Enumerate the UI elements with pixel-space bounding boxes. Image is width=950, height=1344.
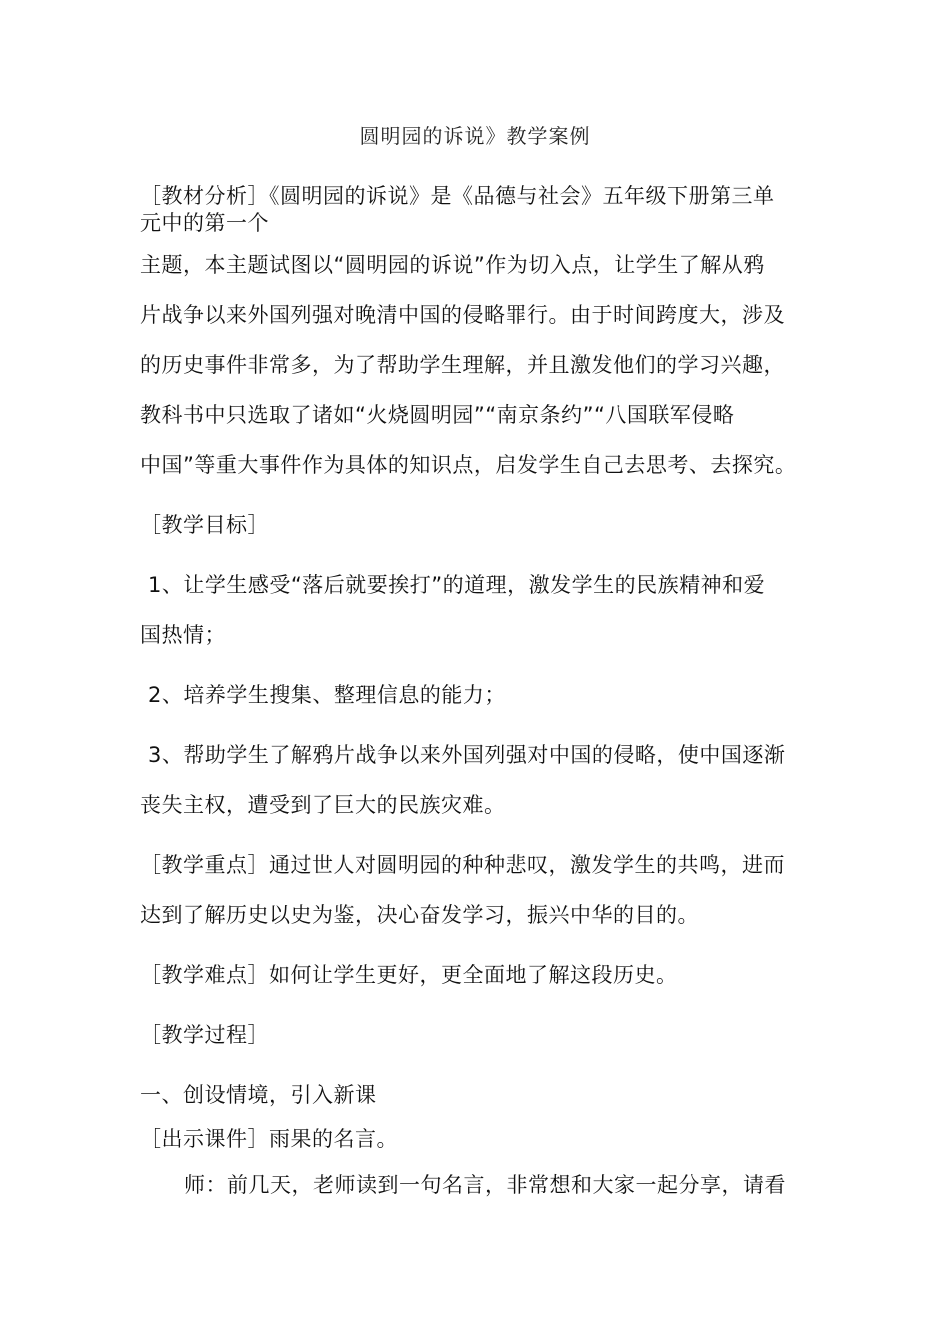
process-step-heading: 一、创设情境，引入新课 (140, 1083, 377, 1107)
text-line: 教科书中只选取了诸如“火烧圆明园”“南京条约”“八国联军侵略 (140, 403, 735, 427)
text-line: 主题，本主题试图以“圆明园的诉说”作为切入点，让学生了解从鸦 (140, 253, 765, 277)
text-line: 元中的第一个 (140, 211, 269, 235)
text-line: 丧失主权，遭受到了巨大的民族灾难。 (140, 793, 506, 817)
section-heading-teaching-process: ［教学过程］ (140, 1023, 269, 1047)
section-heading-teaching-goals: ［教学目标］ (140, 513, 269, 537)
document-title: 圆明园的诉说》教学案例 (359, 124, 591, 148)
section-teaching-focus: ［教学重点］通过世人对圆明园的种种悲叹，激发学生的共鸣，进而 (140, 853, 785, 877)
text-line: 达到了解历史以史为鉴，决心奋发学习，振兴中华的目的。 (140, 903, 699, 927)
goal-item-2: 2、培养学生搜集、整理信息的能力； (148, 683, 506, 707)
goal-item-1: 1、让学生感受“落后就要挨打”的道理，激发学生的民族精神和爱 (148, 573, 766, 597)
courseware-note: ［出示课件］雨果的名言。 (140, 1127, 398, 1151)
text-line-material-analysis: ［教材分析］《圆明园的诉说》是《品德与社会》五年级下册第三单 (140, 184, 775, 208)
text-line: 中国”等重大事件作为具体的知识点，启发学生自己去思考、去探究。 (140, 453, 797, 477)
section-teaching-difficulty: ［教学难点］如何让学生更好，更全面地了解这段历史。 (140, 963, 678, 987)
text-line: 的历史事件非常多，为了帮助学生理解，并且激发他们的学习兴趣， (140, 353, 785, 377)
text-line: 国热情； (140, 623, 226, 647)
text-line: 片战争以来外国列强对晚清中国的侵略罪行。由于时间跨度大，涉及 (140, 303, 785, 327)
goal-item-3: 3、帮助学生了解鸦片战争以来外国列强对中国的侵略，使中国逐渐 (148, 743, 786, 767)
teacher-dialogue: 师：前几天，老师读到一句名言，非常想和大家一起分享，请看 (184, 1173, 786, 1197)
